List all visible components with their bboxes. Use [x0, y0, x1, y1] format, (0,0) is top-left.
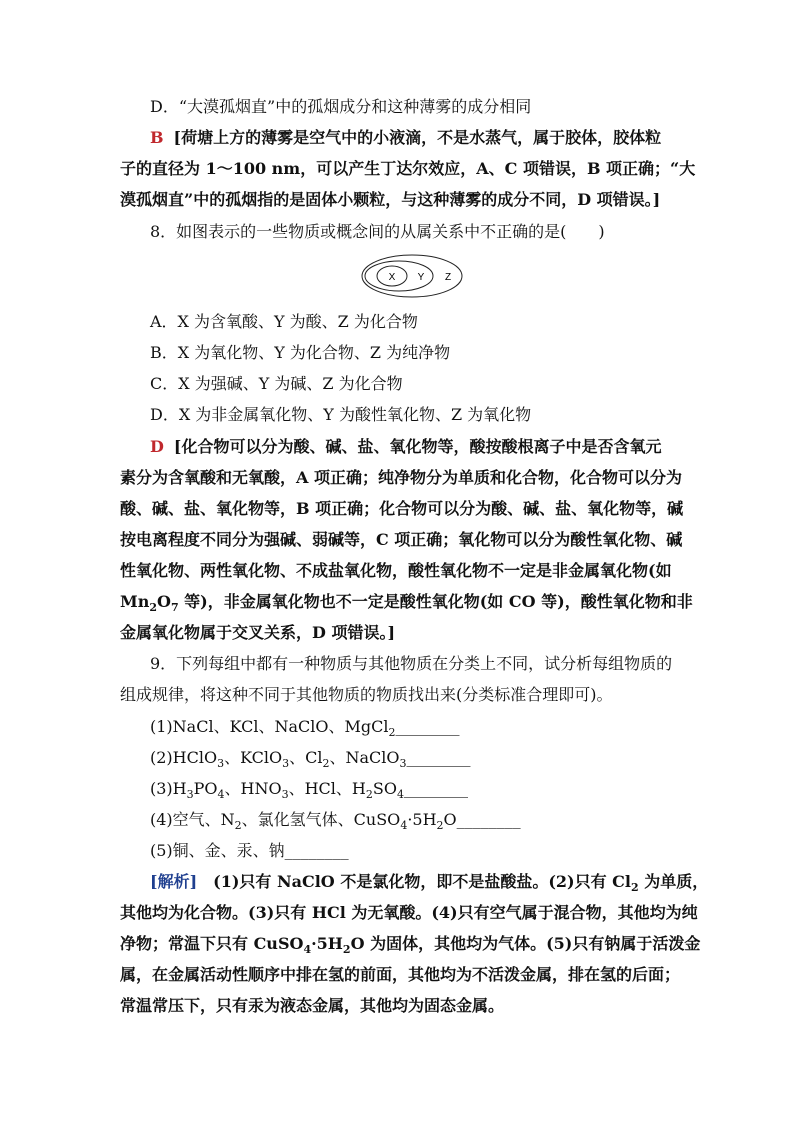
q8-option-a: A．X 为含氧酸、Y 为酸、Z 为化合物	[150, 312, 418, 331]
q9-analysis-line-2: 其他均为化合物。(3)只有 HCl 为无氧酸。(4)只有空气属于混合物，其他均为纯	[120, 903, 698, 922]
q8-explanation-line-7: 金属氧化物属于交叉关系，D 项错误。]	[120, 623, 396, 642]
venn-label-x: X	[388, 272, 396, 283]
q9-item-2: (2)HClO$_3$、KClO$_3$、$Cl_2$、NaClO$_3$________	[150, 748, 471, 771]
q8-explanation-line-6: $Mn_2O_7$ 等)，非金属氧化物也不一定是酸性氧化物(如 CO 等)，酸性氧化物和非	[120, 592, 693, 615]
q8-explanation-line-2: 素分为含氧酸和无氧酸，A 项正确；纯净物分为单质和化合物，化合物可以分为	[120, 468, 682, 487]
q8-stem: 8．如图表示的一些物质或概念间的从属关系中不正确的是( )	[150, 222, 605, 241]
q8-answer-label: D	[150, 437, 164, 456]
q7-option-d: D．“大漠孤烟直”中的孤烟成分和这种薄雾的成分相同	[150, 97, 532, 116]
q9-item-4: (4)空气、$N_2$、氯化氢气体、$CuSO_4\cdot 5H_2O\_\_\_\_\_\_\_\_$	[150, 810, 521, 833]
q9-stem-line-1: 9．下列每组中都有一种物质与其他物质在分类上不同，试分析每组物质的	[150, 654, 673, 673]
q8-explanation-line-1	[150, 436, 661, 458]
q9-analysis-line-1: [解析] (1)只有 NaClO 不是氯化物，即不是盐酸盐。(2)只有 $Cl_2$ 为单质，	[150, 872, 709, 895]
analysis-label: [解析]	[150, 872, 198, 891]
q8-option-b: B．X 为氧化物、Y 为化合物、Z 为纯净物	[150, 343, 451, 362]
q9-stem-line-2: 组成规律，将这种不同于其他物质的物质找出来(分类标准合理即可)。	[120, 685, 613, 704]
q7-explanation-text-1: [荷塘上方的薄雾是空气中的小液滴，不是水蒸气，属于胶体，胶体粒	[173, 128, 662, 147]
q9-analysis-line-5: 常温常压下，只有汞为液态金属，其他均为固态金属。	[120, 996, 505, 1015]
venn-diagram	[360, 252, 464, 300]
q8-option-c: C．X 为强碱、Y 为碱、Z 为化合物	[150, 374, 403, 393]
q7-explanation-line-1	[150, 127, 661, 149]
venn-label-y: Y	[417, 272, 425, 283]
q8-explanation-line-3: 酸、碱、盐、氧化物等，B 项正确；化合物可以分为酸、碱、盐、氧化物等，碱	[120, 499, 684, 518]
q9-analysis-line-3: 净物；常温下只有 $CuSO_4\cdot 5H_2O$ 为固体，其他均为气体。(5)只有钠属于活泼金	[120, 934, 701, 957]
q8-explanation-line-4: 按电离程度不同分为强碱、弱碱等，C 项正确；氧化物可以分为酸性氧化物、碱	[120, 530, 683, 549]
q8-option-d: D．X 为非金属氧化物、Y 为酸性氧化物、Z 为氧化物	[150, 405, 532, 424]
venn-label-z: Z	[444, 272, 452, 283]
q9-item-1: (1)NaCl、KCl、NaClO、MgCl$_2$________	[150, 717, 460, 740]
q7-explanation-line-2: 子的直径为 1～100 nm，可以产生丁达尔效应，A、C 项错误，B 项正确；“大	[120, 159, 696, 178]
q9-analysis-line-4: 属，在金属活动性顺序中排在氢的前面，其他均为不活泼金属，排在氢的后面；	[120, 965, 681, 984]
q8-explanation-line-5: 性氧化物、两性氧化物、不成盐氧化物，酸性氧化物不一定是非金属氧化物(如	[120, 561, 672, 580]
q8-explanation-text-1: [化合物可以分为酸、碱、盐、氧化物等，酸按酸根离子中是否含氧元	[173, 437, 662, 456]
q9-item-5: (5)铜、金、汞、钠________	[150, 841, 349, 860]
q7-answer-label: B	[150, 128, 164, 147]
q9-item-3: $(3)H_3PO_4$、$HNO_3$、HCl、$H_2SO_4\_\_\_\_\_\_\_\_$	[150, 779, 468, 802]
q7-explanation-line-3: 漠孤烟直”中的孤烟指的是固体小颗粒，与这种薄雾的成分不同，D 项错误。]	[120, 190, 661, 209]
